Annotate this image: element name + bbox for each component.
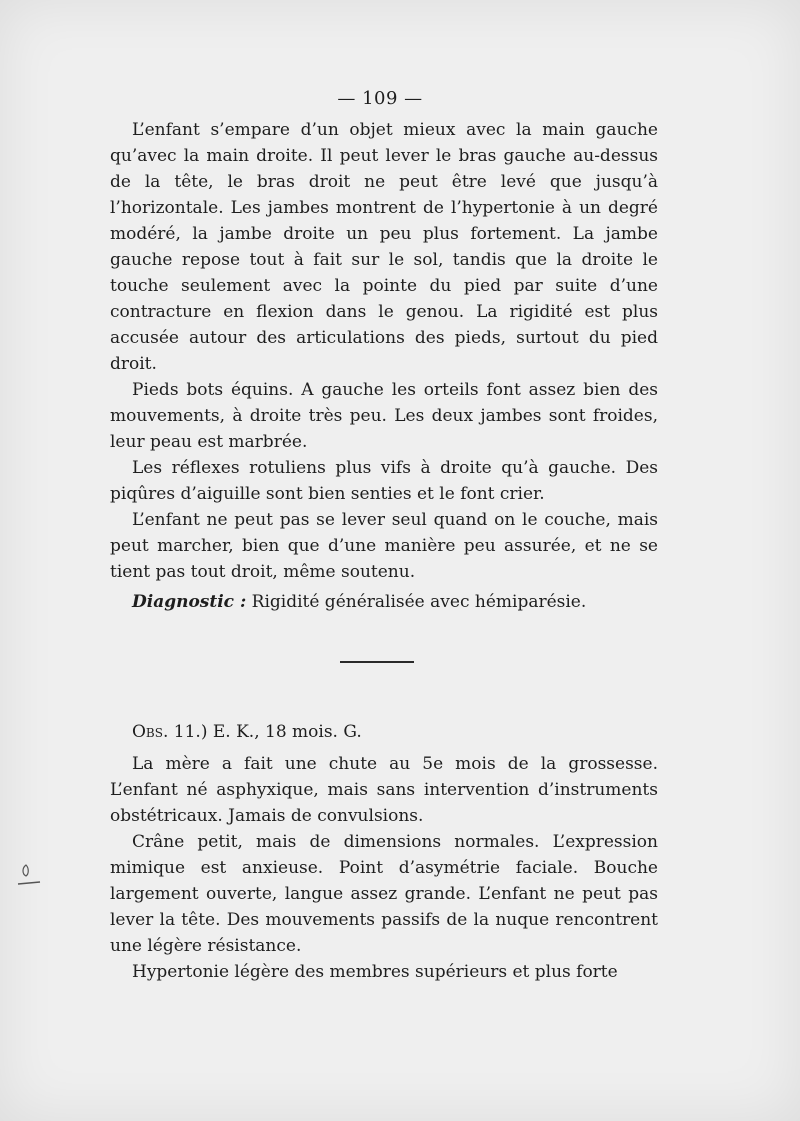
observation-11 — [110, 719, 658, 985]
diagnosis-text: Rigidité généralisée avec hémiparésie. — [251, 592, 587, 612]
observation-heading — [110, 719, 658, 745]
paragraph-history: La mère a fait une chute au 5e mois de la grossesse. L’enfant né asphyxique, mais sans intervention d’instruments obstétricaux. Jamais de convulsions. — [110, 754, 658, 826]
page-number: — 109 — — [337, 88, 423, 109]
paragraph-hypertonia: Hypertonie légère des membres supérieurs et plus forte — [132, 962, 618, 982]
paragraph-pieds-bots: Pieds bots équins. A gauche les orteils font assez bien des mouvements, à droite très peu. Les deux jambes sont froides, leur peau est marbrée. — [110, 380, 658, 452]
paragraph-cranium: Crâne petit, mais de dimensions normales. L’expression mimique est anxieuse. Point d’asymétrie faciale. Bouche largement ouverte, langue assez grande. L’enfant ne peut pas lever la tête. Des mouvements passifs de la nuque rencontrent une légère résistance. — [110, 832, 658, 956]
diagnosis-label: Diagnostic : — [132, 592, 247, 612]
section-divider — [340, 661, 414, 663]
observation-continued-text — [110, 117, 658, 615]
observation-title: 11.) E. K., 18 mois. G. — [173, 722, 362, 742]
observation-prefix: Obs. — [132, 722, 169, 742]
paragraph-walking: L’enfant ne peut pas se lever seul quand on le couche, mais peut marcher, bien que d’une manière peu assurée, et ne se tient pas tout droit, même soutenu. — [110, 510, 658, 582]
paragraph-reflexes: Les réflexes rotuliens plus vifs à droite qu’à gauche. Des piqûres d’aiguille sont bien senties et le font crier. — [110, 458, 658, 504]
paragraph-motor-description: L’enfant s’empare d’un objet mieux avec la main gauche qu’avec la main droite. Il peut lever le bras gauche au-dessus de la tête, le bras droit ne peut être levé que jusqu’à l’horizontale. Les jambes montrent de l’hypertonie à un degré modéré, la jambe droite un peu plus fortement. La jambe gauche repose tout à fait sur le sol, tandis que la droite le touche seulement avec la pointe du pied par suite d’une contracture en flexion dans le genou. La rigidité est plus accusée autour des articulations des pieds, surtout du pied droit. — [110, 120, 658, 374]
handwritten-margin-mark-icon — [16, 862, 42, 892]
diagnosis-line — [110, 589, 658, 615]
